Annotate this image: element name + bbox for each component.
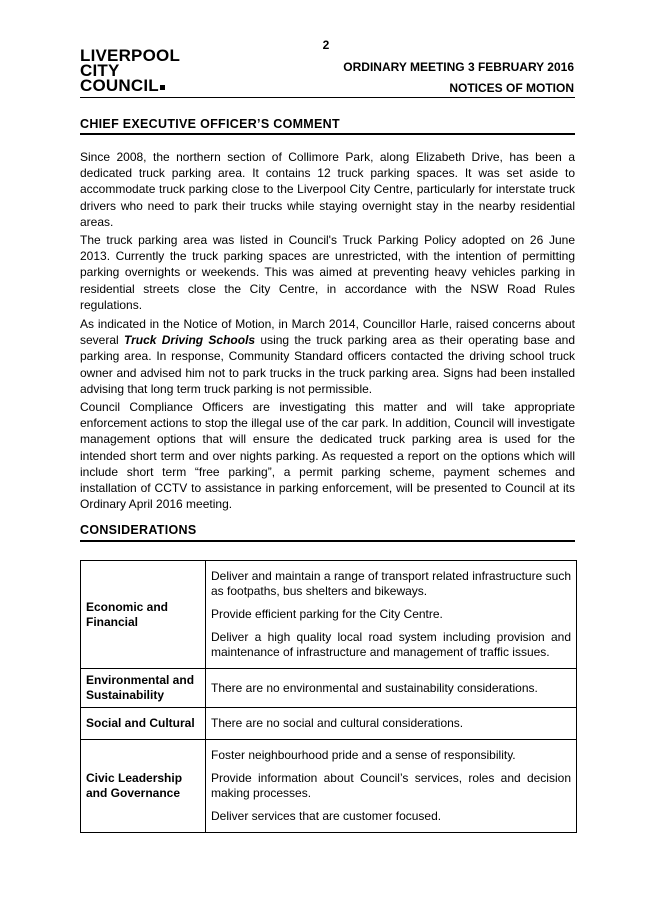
- ceo-comment-heading: CHIEF EXECUTIVE OFFICER’S COMMENT: [80, 117, 340, 131]
- paragraph-2: The truck parking area was listed in Council's Truck Parking Policy adopted on 26 June 2013. Currently the truck parking spaces are unrestricted, with the intention of permitting parking overnights or weekends. This was aimed at preventing heavy vehicles parking in residential streets close the City Centre, in accordance with the NSW Road Rules regulations.: [80, 233, 575, 312]
- list-item: Deliver services that are customer focused.: [211, 809, 442, 823]
- logo-dot-icon: [160, 85, 165, 90]
- page-number: 2: [322, 38, 330, 52]
- table-row: [81, 669, 577, 708]
- row-content: [206, 708, 577, 740]
- row-label: Environmental and Sustainability: [81, 669, 206, 708]
- header-divider: [80, 97, 575, 98]
- row-label: Civic Leadership and Governance: [81, 740, 206, 833]
- paragraph-3: As indicated in the Notice of Motion, in March 2014, Councillor Harle, raised concerns about several Truck Driving Schools using the truck parking area as their operating base and parking area. In response, Community Standard officers contacted the driving school truck owner and advised him not to park trucks in the truck parking area. Signs had been installed advising that long term truck parking is not permissible.: [80, 317, 575, 396]
- list-item: There are no environmental and sustainability considerations.: [211, 680, 538, 695]
- list-item: Provide information about Council’s services, roles and decision making processes.: [211, 771, 571, 800]
- list-item: There are no social and cultural considerations.: [211, 716, 464, 730]
- paragraph-1: Since 2008, the northern section of Collimore Park, along Elizabeth Drive, has been a dedicated truck parking area. It contains 12 truck parking spaces. It was set aside to accommodate truck parking close to the Liverpool City Centre, particularly for interstate truck drivers who need to park their trucks while staying overnight stay in the nearby residential areas.: [80, 150, 575, 229]
- section-title: NOTICES OF MOTION: [449, 81, 574, 95]
- list-item: Provide efficient parking for the City Centre.: [211, 607, 443, 621]
- table-row: [81, 708, 577, 740]
- row-label: Social and Cultural: [81, 708, 206, 740]
- ceo-comment-rule: [80, 133, 575, 135]
- considerations-table: [80, 560, 577, 833]
- considerations-rule: [80, 540, 575, 542]
- row-content: [206, 740, 577, 833]
- row-content: [206, 561, 577, 669]
- row-label: Economic and Financial: [81, 561, 206, 669]
- meeting-title: ORDINARY MEETING 3 FEBRUARY 2016: [343, 60, 574, 74]
- table-row: [81, 740, 577, 833]
- logo-line-2: CITY: [80, 61, 120, 80]
- truck-driving-schools-emphasis: Truck Driving Schools: [124, 333, 256, 348]
- paragraph-4: Council Compliance Officers are investigating this matter and will take appropriate enforcement actions to stop the illegal use of the car park. In addition, Council will investigate management options that will ensure the dedicated truck parking area is used for the intended short term and over nights parking. As requested a report on the options which will include short term “free parking”, a permit parking scheme, payment schemes and installation of CCTV to assistance in parking enforcement, will be presented to Council at its Ordinary April 2016 meeting.: [80, 400, 575, 512]
- row-content: [206, 669, 577, 708]
- logo-line-1: LIVERPOOL: [80, 46, 181, 65]
- list-item: Foster neighbourhood pride and a sense of responsibility.: [211, 748, 516, 762]
- list-item: Deliver and maintain a range of transport related infrastructure such as footpaths, bus shelters and bikeways.: [211, 569, 571, 598]
- considerations-heading: CONSIDERATIONS: [80, 523, 197, 537]
- list-item: Deliver a high quality local road system including provision and maintenance of infrastructure and management of traffic issues.: [211, 630, 571, 659]
- logo-line-3: COUNCIL: [80, 78, 180, 93]
- council-logo: [80, 48, 180, 93]
- table-row: [81, 561, 577, 669]
